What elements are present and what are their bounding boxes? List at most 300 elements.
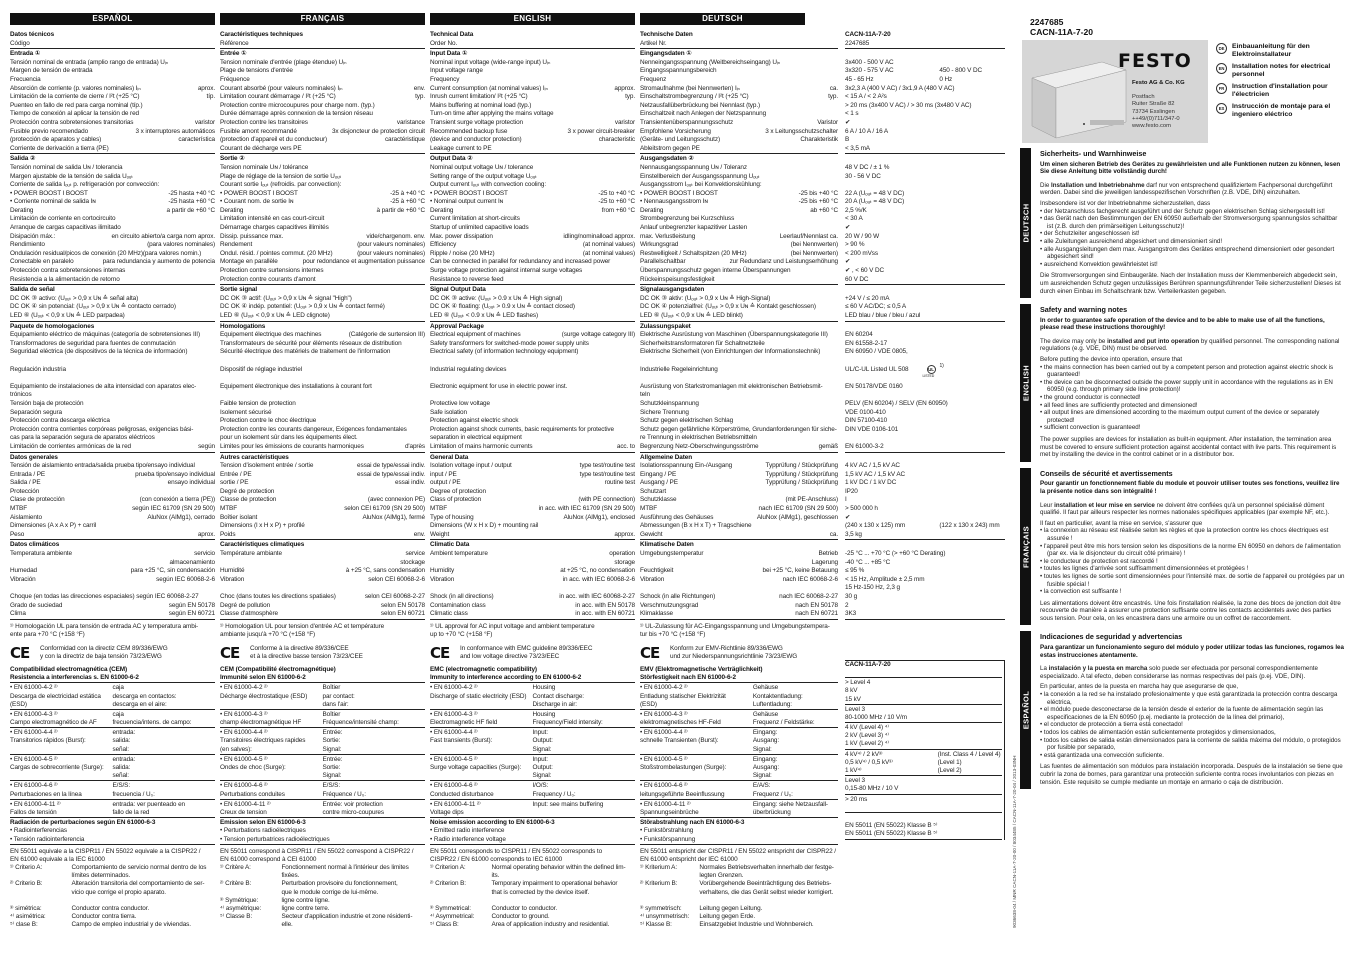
spec-row <box>640 366 838 375</box>
spec-row <box>220 496 425 505</box>
spec-detail: frecuencia/intens. de campo: <box>112 719 192 727</box>
spec-detail: Input: see mains buffering <box>532 800 604 808</box>
spec-row <box>845 59 1005 68</box>
spec-label: 0,5 kV⁴⁾ / 0,5 kV³⁾ <box>845 758 893 766</box>
spec-row <box>220 323 425 332</box>
spec-row <box>220 897 425 905</box>
spec-qualifier: (para valores nominales) <box>147 241 215 249</box>
spec-label: Industrial regulating devices <box>430 365 507 373</box>
language-code-icon: DE <box>1216 43 1227 54</box>
spec-section <box>640 801 838 818</box>
spec-row <box>10 782 215 790</box>
spec-label: Gewicht <box>640 530 663 538</box>
emc-block <box>430 666 635 930</box>
spec-label: Equipement électrique des machines <box>220 331 322 339</box>
spec-label: Código <box>10 39 30 47</box>
spec-label: Derating <box>640 206 664 214</box>
spec-row <box>640 312 838 321</box>
language-title: Instruction d'installation pour l'électricien <box>1232 83 1328 98</box>
spec-label: MTBF <box>10 505 27 513</box>
spec-label: Verschmutzungsgrad <box>640 601 699 609</box>
spec-row <box>430 207 635 216</box>
spec-label: Input voltage range <box>430 67 483 75</box>
spec-label: Voltage dips <box>430 808 464 816</box>
spec-label: Isolationsspannung Ein-/Ausgang <box>640 462 733 470</box>
section-heading: Signalausgangsdaten <box>640 286 705 294</box>
section-heading: Climatic Data <box>430 541 470 549</box>
checklist-item: • all output lines are dimensioned according to the maximum output current of the device or separately protected! <box>1040 409 1345 424</box>
language-tab-label: FRANÇAIS <box>1021 525 1030 568</box>
spec-row <box>845 400 1005 409</box>
spec-label: Equipement électronique des installations à courant fort <box>220 382 372 390</box>
ce-conformity <box>640 644 838 662</box>
spec-row <box>220 215 425 224</box>
language-item <box>1216 83 1342 99</box>
spec-qualifier: (mit PE-Anschluss) <box>785 496 838 504</box>
spec-label: Limitation intensité en cas court-circuit <box>220 215 325 223</box>
spec-label: ⁴⁾ Asymmetrical: <box>430 913 475 921</box>
spec-label: Ondes de choc (Surge): <box>220 764 286 772</box>
ce-mark-icon: CE <box>640 643 660 662</box>
spec-section <box>845 706 1002 723</box>
language-code-icon: EN <box>1216 63 1227 74</box>
spec-label: Überspannungsschutz gegen interne Überspannungen <box>640 267 791 275</box>
spec-row <box>640 872 838 880</box>
spec-detail: salida: <box>112 737 131 745</box>
spec-label: Fusible previo recomendado <box>10 127 89 135</box>
spec-section <box>640 31 838 49</box>
spec-row <box>220 576 425 585</box>
spec-row <box>430 145 635 154</box>
spec-row <box>640 631 838 640</box>
spec-row <box>430 102 635 111</box>
spec-qualifier: -25 hasta +40 °C <box>168 189 215 197</box>
spec-row <box>640 880 838 888</box>
spec-label: EN 55011 (EN 55022) Klasse B ⁵⁾ <box>845 830 938 838</box>
spec-section <box>845 751 1002 777</box>
spec-detail: Boîtier <box>322 710 341 718</box>
spec-label: Stromaufnahme (bei Nennwerten) Iᵢₙ <box>640 84 740 92</box>
spec-row <box>220 522 425 531</box>
spec-row <box>430 711 635 719</box>
spec-row <box>430 479 635 488</box>
spec-label: EN 61000 correspond à CEI 61000 <box>220 855 317 863</box>
ul-listed-logo <box>922 362 949 378</box>
spec-label: Vibration <box>220 575 245 583</box>
spec-label: Discharge of static electricity (ESD) <box>430 692 527 700</box>
spec-row <box>220 782 425 790</box>
emc-footnotes <box>430 848 635 930</box>
spec-section <box>220 756 425 782</box>
spec-row <box>640 173 838 182</box>
spec-row <box>640 136 838 145</box>
spec-qualifier: in acc. with EN 50178 <box>575 601 635 609</box>
safety-paragraph <box>1040 338 1345 353</box>
spec-row <box>10 286 215 295</box>
ul-footnote-block <box>430 623 635 640</box>
spec-row <box>430 809 635 817</box>
spec-label: Boîtier isolant <box>220 513 258 521</box>
spec-label: Ausführung des Gehäuses <box>640 513 714 521</box>
spec-qualifier: in acc. with EN 60721 <box>575 610 635 618</box>
spec-row <box>430 173 635 182</box>
spec-qualifier: según EN 60721 <box>168 610 215 618</box>
spec-detail: Luftentladung: <box>752 700 792 708</box>
spec-label: DC OK ③ actif: (Uₒᵤₜ > 0,9 x Uɴ ≙ signal "High") <box>220 294 352 302</box>
spec-row <box>845 751 1002 759</box>
spec-row <box>640 791 838 799</box>
spec-detail: Conductor contra conductor. <box>71 905 150 913</box>
safety-paragraph <box>1040 182 1345 197</box>
ce-text <box>250 645 363 660</box>
spec-row <box>640 40 838 49</box>
spec-row <box>10 312 215 321</box>
spec-label: • Nennausgangsstrom Iɴ <box>640 198 708 206</box>
spec-section <box>10 801 215 818</box>
spec-row <box>10 110 215 119</box>
spec-label: • EN 61000-4-5 ²⁾ <box>640 755 688 763</box>
checklist-item: • le conducteur de protection est raccordé ! <box>1040 558 1345 566</box>
spec-row <box>845 357 1005 366</box>
spec-row <box>10 584 215 593</box>
spec-label: Tension nominale Uɴ / tolérance <box>220 163 309 171</box>
spec-detail: Sortie: <box>322 737 341 745</box>
spec-label: ³⁾ symmetrisch: <box>640 905 682 913</box>
spec-row <box>10 913 215 921</box>
spec-row <box>640 897 838 905</box>
spec-qualifier: (bei Nennwerten) <box>790 249 838 257</box>
address-phone: ++49/(0)711/347-0 <box>1132 115 1180 122</box>
emc-footnotes <box>640 848 838 930</box>
language-tab <box>1020 631 1031 789</box>
spec-row <box>640 258 838 267</box>
spec-label: Perturbaciones en la línea <box>10 790 82 798</box>
column-german <box>640 31 838 930</box>
spec-row <box>430 584 635 593</box>
spec-qualifier: (bei Nennwerten) <box>790 241 838 249</box>
spec-label: • Radiointerferencias <box>10 827 67 835</box>
spec-label: Plage de tensions d'entrée <box>220 67 293 75</box>
spec-row <box>10 409 215 418</box>
spec-row <box>10 233 215 242</box>
spec-row <box>10 181 215 190</box>
spec-label: Perturbations conduites <box>220 790 285 798</box>
spec-label: LED ⑥ (Uₒᵤₜ < 0.9 x Uɴ ≙ LED flashes) <box>430 312 539 319</box>
spec-qualifier: service <box>405 550 425 558</box>
spec-qualifier: según IEC 61709 (SN 29 500) <box>132 505 215 513</box>
spec-section <box>845 814 1002 840</box>
spec-row <box>640 913 838 921</box>
spec-qualifier: Typprüfung / Stückprüfung <box>765 479 838 487</box>
spec-detail: señal: <box>112 745 129 753</box>
spec-qualifier: -25 hasta +60 °C <box>168 198 215 206</box>
spec-row <box>430 250 635 259</box>
spec-label: Umgebungstemperatur <box>640 550 704 558</box>
spec-qualifier: prueba tipo/ensayo individual <box>135 470 215 478</box>
spec-qualifier: según <box>198 442 215 450</box>
ul-footnote-block <box>220 623 425 640</box>
spec-detail: fixées. <box>281 872 300 880</box>
spec-detail: Entrée: <box>322 729 343 737</box>
spec-section <box>845 796 1002 813</box>
spec-qualifier: Betrieb <box>818 550 838 558</box>
spec-row <box>845 462 1005 471</box>
spec-detail: Contact discharge: <box>532 692 584 700</box>
spec-label: < 30 A <box>845 215 863 223</box>
spec-label: output / PE <box>430 479 461 487</box>
section-heading: Technische Daten <box>640 31 693 38</box>
spec-row <box>640 417 838 426</box>
spec-row <box>845 759 1002 767</box>
spec-row <box>430 267 635 276</box>
spec-detail: señal: <box>112 772 129 780</box>
spec-label: Protección contra sobretensiones transitorias <box>10 118 134 126</box>
spec-row <box>220 31 425 40</box>
spec-row <box>10 496 215 505</box>
spec-row <box>640 348 838 357</box>
spec-label: Corriente de salida Iₒᵤₜ p. refrigeración por convección: <box>10 181 160 189</box>
spec-detail: E/A/S: <box>752 782 771 790</box>
spec-row <box>430 666 635 674</box>
spec-qualifier: caractéristique <box>384 136 425 144</box>
spec-row <box>845 669 1002 677</box>
spec-row <box>220 40 425 49</box>
spec-row <box>220 241 425 250</box>
festo-logo: FESTO <box>1118 50 1192 72</box>
spec-label: Protección contra descarga eléctrica <box>10 417 110 425</box>
ce-line: Conformidad con la directiz CEM 89/336/EWG <box>40 645 168 653</box>
spec-label: EN 55011 (EN 55022) Klasse B ⁵⁾ <box>845 822 938 830</box>
spec-detail: Gehäuse <box>752 710 779 718</box>
spec-detail: Frequenz / U₀: <box>752 790 793 798</box>
spec-section <box>10 819 215 845</box>
spec-row <box>430 190 635 199</box>
spec-label: • EN 61000-4-6 ²⁾ <box>430 782 478 790</box>
spec-row <box>640 383 838 392</box>
spec-label: Transformateurs de sécurité pour éléments réseaux de distribution <box>220 339 402 347</box>
spec-section <box>845 286 1005 321</box>
spec-row <box>10 576 215 585</box>
spec-qualifier: 3 x Leitungsschutzschalter <box>765 127 838 135</box>
spec-row <box>430 357 635 366</box>
spec-qualifier: typ. <box>625 93 635 101</box>
section-heading: Ausgangsdaten ② <box>640 155 694 163</box>
language-tab-label: DEUTSCH <box>1021 203 1030 243</box>
spec-row <box>220 827 425 835</box>
spec-qualifier: stockage <box>400 558 425 566</box>
spec-row <box>640 772 838 780</box>
spec-label: 30 g <box>845 593 858 600</box>
spec-label: Elektrische Ausrüstung von Maschinen (Überspannungskategorie III) <box>640 331 828 339</box>
checklist-item: • la conexión a la red se ha instalado profesionalmente y que está garantizada la protección contra descarga eléctrica, <box>1040 691 1345 706</box>
spec-detail: Temporary impairment to operational behavior <box>491 880 618 888</box>
ce-line: et à la directive basse tension 73/23/CEE <box>250 652 363 660</box>
spec-detail: legten Grenzen. <box>699 872 744 880</box>
spec-row <box>640 479 838 488</box>
spec-label: • EN 61000-4-11 ²⁾ <box>220 800 271 808</box>
language-code-icon: ES <box>1216 103 1227 114</box>
spec-row <box>640 110 838 119</box>
spec-label: • EN 61000-4-11 ²⁾ <box>640 800 691 808</box>
spec-label: Ambient temperature <box>430 550 488 558</box>
checklist-item: • das Gerät nach den Bestimmungen der EN 60950 außerhalb der Stromversorgung spannungslos schaltbar ist (z.B. durch den primärseitigen Leitungsschutz)! <box>1040 215 1345 230</box>
spec-detail: Normales Betriebsverhalten innerhalb der festge- <box>699 864 834 872</box>
spec-row <box>220 729 425 737</box>
spec-qualifier: bei +25 °C, keine Betauung <box>762 567 838 575</box>
spec-label: > 20 ms (3x400 V AC) / > 30 ms (3x480 V AC) <box>845 101 972 109</box>
section-heading: Entrée ① <box>220 50 247 58</box>
spec-row <box>10 471 215 480</box>
checklist-item: • the ground conductor is connected! <box>1040 394 1345 402</box>
spec-row <box>845 602 1005 611</box>
spec-label: ³⁾ simétrica: <box>10 905 42 913</box>
spec-label: • EN 61000-4-5 ²⁾ <box>220 755 268 763</box>
spec-label: • EN 61000-4-2 ²⁾ <box>220 684 268 692</box>
spec-qualifier: en circuito abierto/a carga nom aprox. <box>111 232 215 240</box>
spec-section <box>640 454 838 541</box>
spec-section <box>430 711 635 728</box>
spec-row <box>10 426 215 435</box>
emphasis: Installation und Inbetriebnahme <box>1051 181 1145 189</box>
spec-row <box>845 312 1005 321</box>
spec-qualifier: idling/nominalload approx. <box>563 232 635 240</box>
spec-qualifier: 3 x interruptores automáticos <box>135 127 215 135</box>
spec-row <box>640 514 838 523</box>
safety-lead: Pour garantir un fonctionnement fiable du module et pouvoir utiliser toutes ses fonctions, veuillez lire la présente notice dans son intégralité ! <box>1040 480 1340 495</box>
spec-detail: Conductor to conductor. <box>491 905 558 913</box>
spec-row <box>10 145 215 154</box>
spec-label: • EN 61000-4-11 ²⁾ <box>430 800 481 808</box>
spec-row <box>640 85 838 94</box>
spec-section <box>640 155 838 285</box>
spec-qualifier: (at nominal values) <box>582 241 635 249</box>
spec-qualifier: in acc. with IEC 60068-2-6 <box>562 575 635 583</box>
spec-row <box>640 409 838 418</box>
spec-detail: entrada: ver puenteado en <box>112 800 185 808</box>
spec-label: Tiempo de conexión al aplicar la tensión de red <box>10 110 139 118</box>
spec-row <box>640 684 838 692</box>
text: La <box>1040 665 1049 673</box>
section-heading: Noise emission according to EN 61000-6-3 <box>430 819 555 827</box>
spec-row <box>220 110 425 119</box>
spec-label: Courant sortie Iₒᵤₜ (refroidis. par convection): <box>220 181 342 189</box>
spec-label: ⁵⁾ clase B: <box>10 921 38 929</box>
spec-row <box>430 610 635 619</box>
spec-row <box>845 119 1005 128</box>
checklist-item: • alle Ausgangsleitungen dem max. Ausgangstrom des Gerätes entsprechend dimensioniert oder gesondert abgesichert sind! <box>1040 246 1345 261</box>
spec-qualifier: aprox. <box>197 530 215 538</box>
spec-label: Dispositif de réglage industriel <box>220 365 303 373</box>
spec-row <box>430 409 635 418</box>
text: by qualified personnel. The corresponding national regulations (e.g. VDE, DIN) must be observed. <box>1040 337 1340 353</box>
spec-label: schnelle Transienten (Burst): <box>640 737 719 745</box>
spec-row <box>10 190 215 199</box>
spec-qualifier: para redundancia y aumento de potencia <box>102 258 215 266</box>
spec-label: Stoßstrombelastungen (Surge): <box>640 764 727 772</box>
spec-row <box>10 522 215 531</box>
language-item <box>1216 63 1342 79</box>
spec-row <box>10 164 215 173</box>
spec-label: Margen ajustable de la tensión de salida Uₒᵤₜ <box>10 172 134 180</box>
spec-qualifier: 3x disjoncteur de protection circuit <box>331 127 425 135</box>
spec-section <box>430 323 635 453</box>
spec-label: Poids <box>220 530 236 538</box>
spec-label: Entrada / PE <box>10 470 46 478</box>
spec-row <box>220 872 425 880</box>
spec-row <box>640 809 838 817</box>
spec-row <box>10 880 215 888</box>
spec-row <box>640 233 838 242</box>
spec-qualifier: env. <box>413 84 425 92</box>
spec-section <box>10 782 215 799</box>
spec-row <box>220 772 425 780</box>
spec-row <box>430 366 635 375</box>
spec-row <box>10 454 215 463</box>
spec-label: • EN 61000-4-3 ²⁾ <box>430 710 478 718</box>
spec-label: DC OK ③ activo: (Uₒᵤₜ > 0,9 x Uɴ ≙ señal alta) <box>10 294 139 302</box>
spec-row <box>220 505 425 514</box>
spec-row <box>845 417 1005 426</box>
spec-row <box>640 215 838 224</box>
spec-row <box>10 488 215 497</box>
spec-label: • EN 61000-4-2 ²⁾ <box>640 684 688 692</box>
spec-row <box>845 785 1002 793</box>
section-heading: Zulassungspaket <box>640 322 691 330</box>
spec-row <box>220 417 425 426</box>
spec-label: Dimensions (l x H x P) + profilé <box>220 522 305 530</box>
spec-row <box>430 737 635 745</box>
language-tab-label: ENGLISH <box>1021 364 1030 402</box>
spec-label: Rendimiento <box>10 241 45 249</box>
spec-qualifier: vide/chargenom. env. <box>366 232 425 240</box>
text: The device may only be <box>1040 337 1108 345</box>
spec-label: (Geräte- und Leitungsschutz) <box>640 136 720 144</box>
spec-label: Derating <box>220 206 244 214</box>
spec-label: ⁴⁾ unsymmetrisch: <box>640 913 690 921</box>
spec-detail: ligne contre ligne. <box>281 896 330 904</box>
spec-row <box>845 576 1005 585</box>
spec-detail: Sortie: <box>322 764 341 772</box>
section-heading: Sortie ② <box>220 155 245 163</box>
spec-label: Artikel Nr. <box>640 39 667 47</box>
spec-label: 2247685 <box>845 39 870 47</box>
safety-block <box>1020 148 1345 298</box>
spec-row <box>640 434 838 443</box>
spec-row <box>430 155 635 164</box>
spec-detail: überbrückung <box>752 808 791 816</box>
spec-row <box>430 241 635 250</box>
spec-row <box>220 471 425 480</box>
spec-row <box>430 719 635 727</box>
spec-detail: (Inst. Class 4 / Level 4) <box>937 750 1001 758</box>
ul-footnote-block <box>640 623 838 640</box>
spec-label: ³⁾ Symétrique: <box>220 896 259 904</box>
spec-row <box>220 85 425 94</box>
spec-row <box>640 905 838 913</box>
spec-row <box>220 383 425 392</box>
spec-qualifier: para +25 °C, sin condensación <box>130 567 215 575</box>
spec-section <box>430 819 635 845</box>
spec-row <box>845 661 1002 669</box>
spec-detail: Ausgang: <box>752 764 780 772</box>
spec-label: Classe d'atmosphère <box>220 610 278 618</box>
spec-label: ≤ 60 V AC/DC; ≤ 0,5 A <box>845 303 907 311</box>
spec-qualifier: típ. <box>206 93 215 101</box>
spec-label: Limitación de la corriente de cierre / I²t (+25 °C) <box>10 93 140 101</box>
spec-row <box>845 76 1005 85</box>
spec-row <box>430 514 635 523</box>
spec-label: 1 kV⁴⁾ <box>845 767 862 775</box>
